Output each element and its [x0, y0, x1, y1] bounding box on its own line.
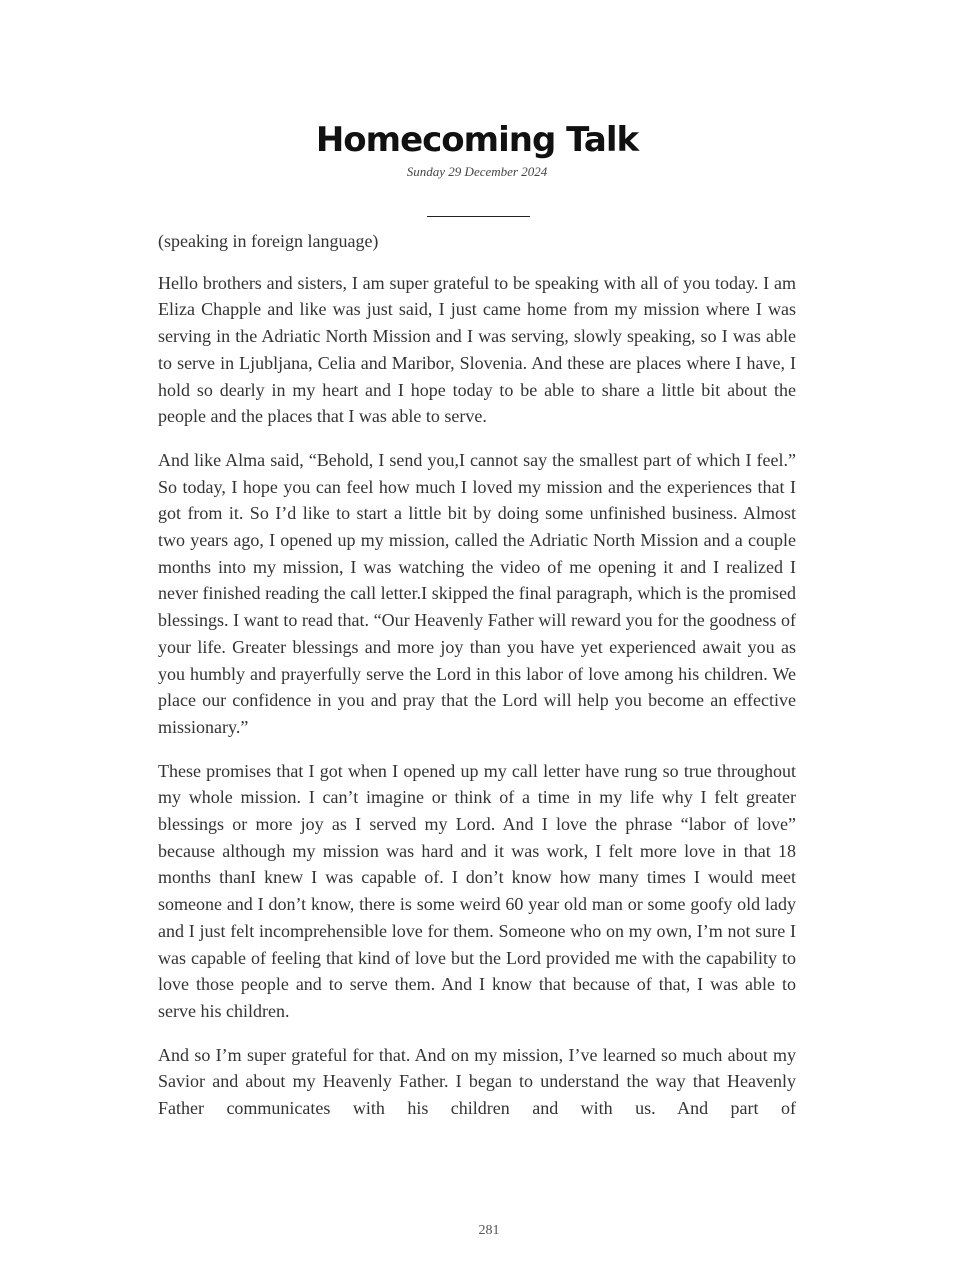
document-title: Homecoming Talk	[315, 120, 639, 160]
paragraph: (speaking in foreign language)	[158, 231, 379, 251]
document-date: Sunday 29 December 2024	[406, 164, 548, 179]
divider	[427, 216, 530, 217]
paragraph: Hello brothers and sisters, I am super grateful to be speaking with all of you today. I am Eliza Chapple and like was just said, I just came home from my mission where I was serving in the Adriatic North Mission and I was serving, slowly speaking, so I was able to serve in Ljubljana, Celia and Maribor, Slovenia. And these are places where I have, I hold so dearly in my heart and I hope today to be able to share a little bit about the people and the places that I was able to serve.	[158, 272, 796, 427]
paragraph: These promises that I got when I opened up my call letter have rung so true throughout my whole mission. I can’t imagine or think of a time in my life why I felt greater blessings or more joy as I served my Lord. And I love the phrase “labor of love” because although my mission was hard and it was work, I felt more love in that 18 months thanI knew I was capable of. I don’t know how many times I would meet someone and I don’t know, there is some weird 60 year old man or some goofy old lady and I just felt incomprehensible love for them. Someone who on my own, I’m not sure I was capable of feeling that kind of love but the Lord provided me with the capability to love those people and to serve them. And I know that because of that, I was able to serve his children.	[158, 760, 796, 1021]
document-body	[158, 228, 796, 1139]
paragraph: And like Alma said, “Behold, I send you,I cannot say the smallest part of which I feel.” So today, I hope you can feel how much I loved my mission and the experiences that I got from it. So I’d like to start a little bit by doing some unfinished business. Almost two years ago, I opened up my mission, called the Adriatic North Mission and a couple months into my mission, I was watching the video of me opening it and I realized I never finished reading the call letter.I skipped the final paragraph, which is the promised blessings. I want to read that. “Our Heavenly Father will reward you for the goodness of your life. Greater blessings and more joy than you have yet experienced await you as you humbly and prayerfully serve the Lord in this labor of love among his children. We place our confidence in you and pray that the Lord will help you become an effective missionary.”	[158, 449, 796, 737]
paragraph: And so I’m super grateful for that. And on my mission, I’ve learned so much about my Savior and about my Heavenly Father. I began to understand the way that Heavenly Father communicates with his children and with us. And part of	[158, 1044, 796, 1119]
page-number: 281	[478, 1223, 500, 1238]
